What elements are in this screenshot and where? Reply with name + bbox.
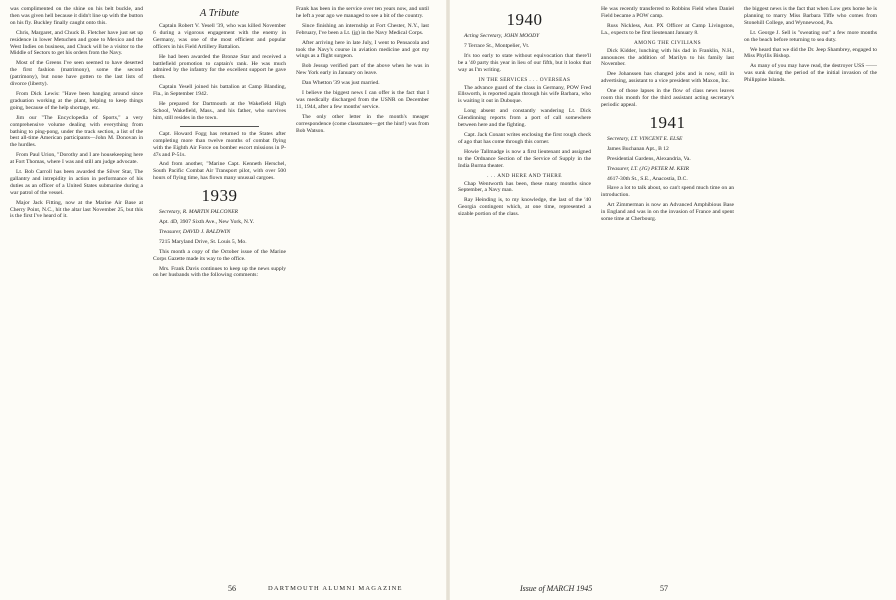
left-column-2 (153, 6, 286, 576)
paragraph: Capt. Jack Conant writes enclosing the first rough check of ago that has come through this corner. (458, 131, 591, 145)
class-year-1941: 1941 (649, 112, 686, 132)
treasurer-address: 7215 Maryland Drive, St. Louis 5, Mo. (159, 238, 247, 245)
secretary-address: Apt. 4D, 3907 Sixth Ave., New York, N.Y. (159, 219, 255, 226)
right-column-2 (601, 6, 734, 576)
paragraph: Lt. George J. Sell is "sweating out" a few more months on the beach before returning to sea duty. (744, 29, 877, 43)
section-heading-here-and-there: . . . AND HERE AND THERE (487, 172, 562, 179)
paragraph: the biggest news is the fact that when Low gets home he is planning to marry Miss Barbara Tiffe who comes from Stonehill College, and Wynnewood, Pa. (744, 6, 877, 26)
paragraph: And from another, "Marine Capt. Kenneth Herschel, South Pacific Combat Air Transport pilot, with over 500 hours of flying time, has flown many unusual cargoes. (153, 161, 286, 182)
paragraph: Major Jack Fitting, now at the Marine Air Base at Cherry Point, N.C., hit the altar last November 25, but this is the first I've heard of it. (10, 199, 143, 220)
paragraph: Dick Kidder, lunching with his dad in Franklin, N.H., announces the addition of Marilyn to his family last November. (601, 47, 734, 68)
paragraph: Since finishing an internship at Fort Chester, N.Y., last February, I've been a Lt. (jg) in the Navy Medical Corps. (296, 22, 429, 36)
paragraph: Dee Johanssen has changed jobs and is now, still in advertising, assistant to a vice president with Maxon, Inc. (601, 71, 734, 85)
paragraph: The only other letter in the month's meager correspondence (come classmates—get the hint!) was from Bob Watson. (296, 113, 429, 134)
paragraph: From Dick Lewis: "Have been hanging around since graduation working at the plant, helping to keep things going, because of the help shortage, etc. (10, 90, 143, 111)
treasurer-name: Treasurer, LT. (JG) PETER M. KEIR (607, 165, 690, 172)
running-head-left: DARTMOUTH ALUMNI MAGAZINE (268, 585, 403, 592)
paragraph: I believe the biggest news I can offer is the fact that I was medically discharged from the USNR on December 11, 1944, after a few months' service. (296, 90, 429, 110)
paragraph: Howie Tallmadge is now a first lieutenant and assigned to the Ordnance Section of the Service of Supply in the India Burma theater. (458, 148, 591, 169)
paragraph: Mrs. Frank Davis continues to keep up the news supply on her husbands with the following comments: (153, 265, 286, 279)
paragraph: was complimented on the shine on his belt buckle, and then was given hell because it didn't line up with the button on his fly. Buckley finally caught onto this. (10, 6, 143, 26)
section-heading-civilians: AMONG THE CIVILIANS (634, 39, 701, 46)
section-heading-overseas: IN THE SERVICES . . . OVERSEAS (478, 76, 571, 83)
paragraph: We heard that we did the Dr. Jeep Shambrey, engaged to Miss Phyllis Bishop. (744, 46, 877, 60)
secretary-address-line2: Presidential Gardens, Alexandria, Va. (607, 155, 691, 162)
paragraph: Russ Nickless, Aut. PX Officer at Camp Livingston, La., expects to be first lieutenant January 8. (601, 22, 734, 36)
left-column-1 (10, 6, 143, 576)
right-page (448, 0, 896, 600)
paragraph: This month a copy of the October issue of the Marine Corps Gazette made its way to the office. (153, 248, 286, 262)
paragraph: Captain Yesell joined his battalion at Camp Blanding, Fla., in September 1942. (153, 84, 286, 98)
class-year-1939: 1939 (201, 186, 238, 206)
paragraph: He had been awarded the Bronze Star and received a battlefield promotion to captain's rank. He was much admired by the infantry for the excellent support he gave them. (153, 53, 286, 81)
left-column-3 (296, 6, 429, 576)
paragraph: As many of you may have read, the destroyer USS —— was sunk during the period of the initial invasion of the Philippine Islands. (744, 63, 877, 84)
page-number-left: 56 (228, 584, 236, 593)
paragraph: Jim our "The Encyclopedia of Sports," a very comprehensive volume dealing with everything from bathing to ping-pong, under the track section, a list of the best all-time American participants—John M. Donovan in the hurdles. (10, 114, 143, 149)
paragraph: Frank has been in the service over ten years now, and until he left a year ago we managed to see a bit of the country. (296, 6, 429, 19)
secretary-name: Secretary, LT. VINCENT E. ELSE (607, 135, 683, 142)
running-head-right: Issue of MARCH 1945 (520, 584, 593, 593)
paragraph: He was recently transferred to Robbins Field when Daniel Field became a POW camp. (601, 6, 734, 19)
right-column-1 (458, 6, 591, 576)
right-column-3 (744, 6, 877, 576)
secretary-name: Acting Secretary, JOHN MOODY (464, 33, 540, 39)
paragraph: The advance guard of the class in Germany, POW Fred Ellsworth, is reported again through his wife Barbara, who is waiting it out in Dubuque. (458, 84, 591, 105)
paragraph: Lt. Bob Carroll has been awarded the Silver Star, The gallantry and intrepidity in action in performance of his duties as an officer of a United States submarine during a war patrol of the vessel. (10, 169, 143, 196)
paragraph: He prepared for Dartmouth at the Wakefield High School, Wakefield, Mass., and his father, who survives him, still resides in the town. (153, 101, 286, 121)
paragraph: One of those lapses in the flow of class news leaves room this month for the third assistant acting secretary's periodic appeal. (601, 88, 734, 108)
paragraph: Bob Jessup verified part of the above when he was in New York early in January on leave. (296, 63, 429, 77)
paragraph: Chap Wentworth has been, these many months since September, a Navy man. (458, 180, 591, 194)
paragraph: Capt. Howard Fogg has returned to the States after completing more than twelve months of combat flying with the Eighth Air Force on bomber escort missions in P-47s and P-51s. (153, 130, 286, 158)
secretary-address-line1: James Buchanan Apt., B 12 (607, 145, 669, 152)
paragraph: From Paul Urion, "Dorothy and I are housekeeping here at Fort Thomas, where I was and still am judge advocate. (10, 152, 143, 166)
tribute-heading: A Tribute (199, 8, 240, 19)
page-number-right: 57 (660, 584, 668, 593)
paragraph: Ray Heinding is, to my knowledge, the last of the '40 Georgia contingent which, at one time, represented a sizable portion of the class. (458, 197, 591, 218)
treasurer-name: Treasurer, DAVID J. BALDWIN (159, 228, 231, 235)
paragraph: Have a lot to talk about, so can't spend much time on an introduction. (601, 185, 734, 199)
paragraph: Long absent and constantly wandering Lt. Dick Glendinning reports from a port of call somewhere between here and the fighting. (458, 108, 591, 129)
paragraph: After arriving here in late July, I went to Pensacola and took the Navy's course in aviation medicine and got my wings as a flight surgeon. (296, 39, 429, 60)
divider (180, 126, 260, 127)
paragraph: Chris, Margaret, and Chuck B. Fletcher have just set up residence in lower Metuchen and gone to Mexico and the West Indies on business, and Chuck will be a visitor to the Middle of Sectors to get his orders from the Navy. (10, 29, 143, 57)
paragraph: It's too early to state without equivocation that there'll be a '40 party this year in lieu of our fifth, but it looks that way as I'm writing. (458, 52, 591, 73)
paragraph: Captain Robert V. Yesell '39, who was killed November 6 during a vigorous engagement with the enemy in Germany, was one of the most efficient and popular officers in his Field Artillery Battalion. (153, 23, 286, 50)
class-year-1940: 1940 (506, 10, 543, 29)
paragraph: Art Zimmerman is now an Advanced Amphibious Base in England and was in on the invasion of France and spent some time at Cherbourg. (601, 202, 734, 223)
paragraph: Most of the Greens I've seen seemed to have deserted the first fashion (matrimony), some the second (patrimony), but none have gotten to the last lists of divorce (liberty). (10, 60, 143, 88)
treasurer-address: 4617-30th St., S.E., Anacostia, D.C. (607, 175, 688, 182)
secretary-name: Secretary, R. MARTIN FALCONER (159, 209, 239, 216)
paragraph: Dan Whetton '39 was just married. (302, 80, 380, 87)
secretary-address: 7 Terrace St., Montpelier, Vt. (464, 42, 530, 49)
